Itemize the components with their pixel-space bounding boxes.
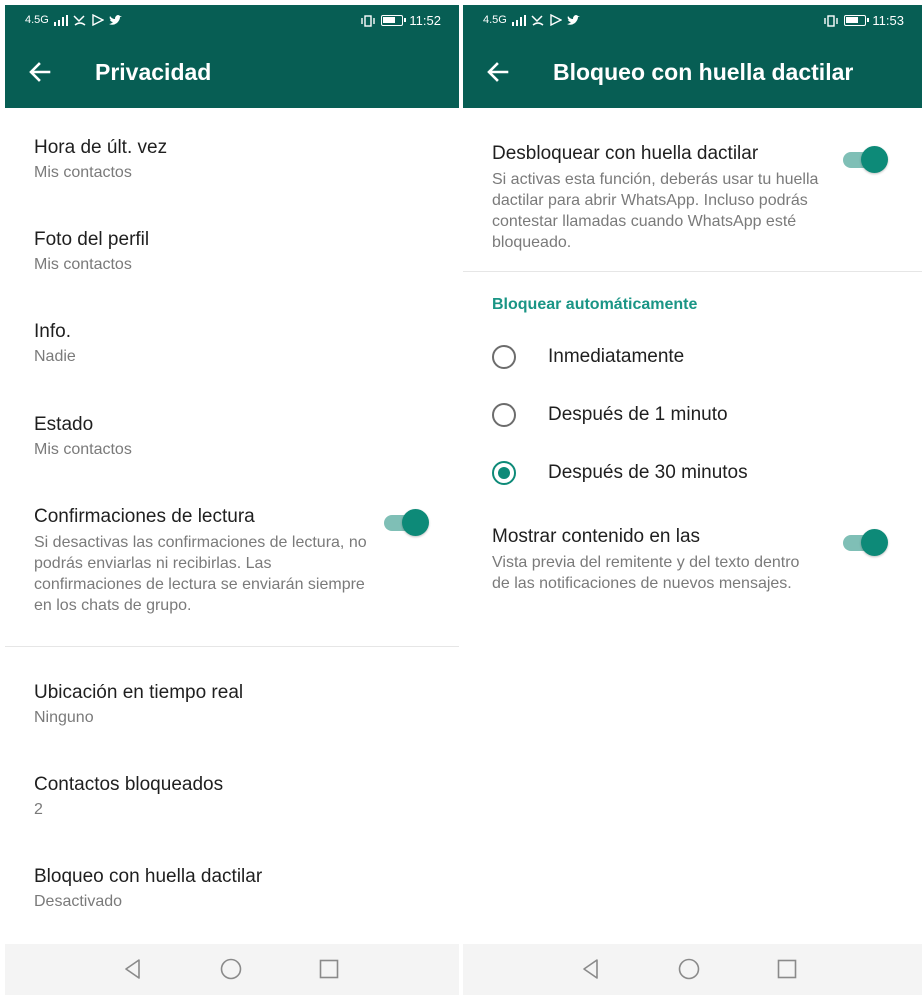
setting-title: Estado (34, 414, 94, 435)
setting-value: 2 (34, 801, 43, 818)
radio-checked-icon[interactable] (492, 461, 516, 485)
status-icons-left (25, 14, 122, 26)
setting-about[interactable] (34, 320, 439, 367)
nav-home-icon[interactable] (219, 957, 243, 981)
radio-unchecked-icon[interactable] (492, 345, 516, 369)
status-icons-right (824, 13, 904, 28)
setting-value: Desactivado (34, 893, 123, 910)
setting-title: Contactos bloqueados (34, 774, 224, 795)
clock: 11:52 (409, 13, 441, 28)
page-title: Bloqueo con huella dactilar (553, 59, 854, 85)
setting-fingerprint-lock[interactable] (34, 865, 439, 912)
setting-blocked-contacts[interactable] (34, 773, 439, 820)
setting-description: Vista previa del remitente y del texto dentro de las notificaciones de nuevos mensajes. (492, 554, 800, 592)
status-bar (463, 5, 922, 37)
navigation-bar (5, 944, 459, 995)
setting-unlock-fingerprint[interactable] (492, 142, 902, 253)
play-store-icon (550, 14, 562, 26)
network-type: 4.5G (25, 14, 49, 26)
unlock-fingerprint-toggle[interactable] (843, 144, 887, 174)
nav-recent-icon[interactable] (775, 957, 799, 981)
setting-show-content[interactable] (492, 525, 902, 594)
status-icons-left (483, 14, 580, 26)
setting-value: Ninguno (34, 709, 94, 726)
setting-title: Desbloquear con huella dactilar (492, 143, 759, 164)
signal-icon (512, 15, 526, 26)
signal-icon (54, 15, 68, 26)
navigation-bar (463, 944, 922, 995)
setting-description: Si activas esta función, deberás usar tu huella dactilar para abrir WhatsApp. Incluso podrás contestar llamadas cuando WhatsApp esté bloqueado. (492, 171, 819, 251)
status-bar (5, 5, 459, 37)
setting-value: Nadie (34, 348, 76, 365)
setting-status[interactable] (34, 413, 439, 460)
nav-recent-icon[interactable] (317, 957, 341, 981)
setting-profile-photo[interactable] (34, 228, 439, 275)
option-immediately[interactable] (492, 342, 684, 372)
section-header-auto-lock: Bloquear automáticamente (492, 296, 698, 313)
read-receipts-toggle[interactable] (384, 507, 428, 537)
network-type: 4.5G (483, 14, 507, 26)
setting-title: Foto del perfil (34, 229, 150, 250)
twitter-icon (567, 15, 580, 26)
setting-value: Mis contactos (34, 441, 132, 458)
setting-title: Mostrar contenido en las (492, 526, 701, 547)
app-bar (463, 37, 922, 108)
radio-unchecked-icon[interactable] (492, 403, 516, 427)
status-icons-right (361, 13, 441, 28)
option-label: Después de 1 minuto (548, 404, 728, 425)
option-30-minutes[interactable] (492, 458, 748, 488)
setting-live-location[interactable] (34, 681, 439, 728)
setting-last-seen[interactable] (34, 136, 439, 183)
clock: 11:53 (872, 13, 904, 28)
setting-title: Confirmaciones de lectura (34, 506, 255, 527)
toggle-thumb (402, 509, 429, 536)
setting-value: Mis contactos (34, 164, 132, 181)
setting-title: Info. (34, 321, 71, 342)
setting-title: Ubicación en tiempo real (34, 682, 244, 703)
privacy-screen (0, 0, 459, 1000)
twitter-icon (109, 15, 122, 26)
nav-back-icon[interactable] (579, 957, 603, 981)
missed-call-icon (531, 14, 545, 26)
option-1-minute[interactable] (492, 400, 728, 430)
option-label: Inmediatamente (548, 346, 685, 367)
setting-title: Bloqueo con huella dactilar (34, 866, 263, 887)
page-title: Privacidad (95, 59, 212, 85)
show-content-toggle[interactable] (843, 527, 887, 557)
fingerprint-lock-screen (463, 0, 922, 1000)
nav-back-icon[interactable] (121, 957, 145, 981)
back-arrow-icon[interactable] (27, 59, 53, 85)
setting-title: Hora de últ. vez (34, 137, 168, 158)
toggle-thumb (861, 529, 888, 556)
toggle-thumb (861, 146, 888, 173)
back-arrow-icon[interactable] (485, 59, 511, 85)
missed-call-icon (73, 14, 87, 26)
divider (463, 271, 922, 272)
nav-home-icon[interactable] (677, 957, 701, 981)
setting-value: Mis contactos (34, 256, 132, 273)
battery-icon (844, 15, 866, 26)
divider (5, 646, 459, 647)
setting-read-receipts[interactable] (34, 505, 439, 616)
play-store-icon (92, 14, 104, 26)
option-label: Después de 30 minutos (548, 462, 748, 483)
setting-description: Si desactivas las confirmaciones de lectura, no podrás enviarlas ni recibirlas. Las confirmaciones de lectura se enviarán siempre en los chats de grupo. (34, 534, 367, 614)
vibrate-icon (361, 15, 375, 27)
vibrate-icon (824, 15, 838, 27)
battery-icon (381, 15, 403, 26)
app-bar (5, 37, 459, 108)
